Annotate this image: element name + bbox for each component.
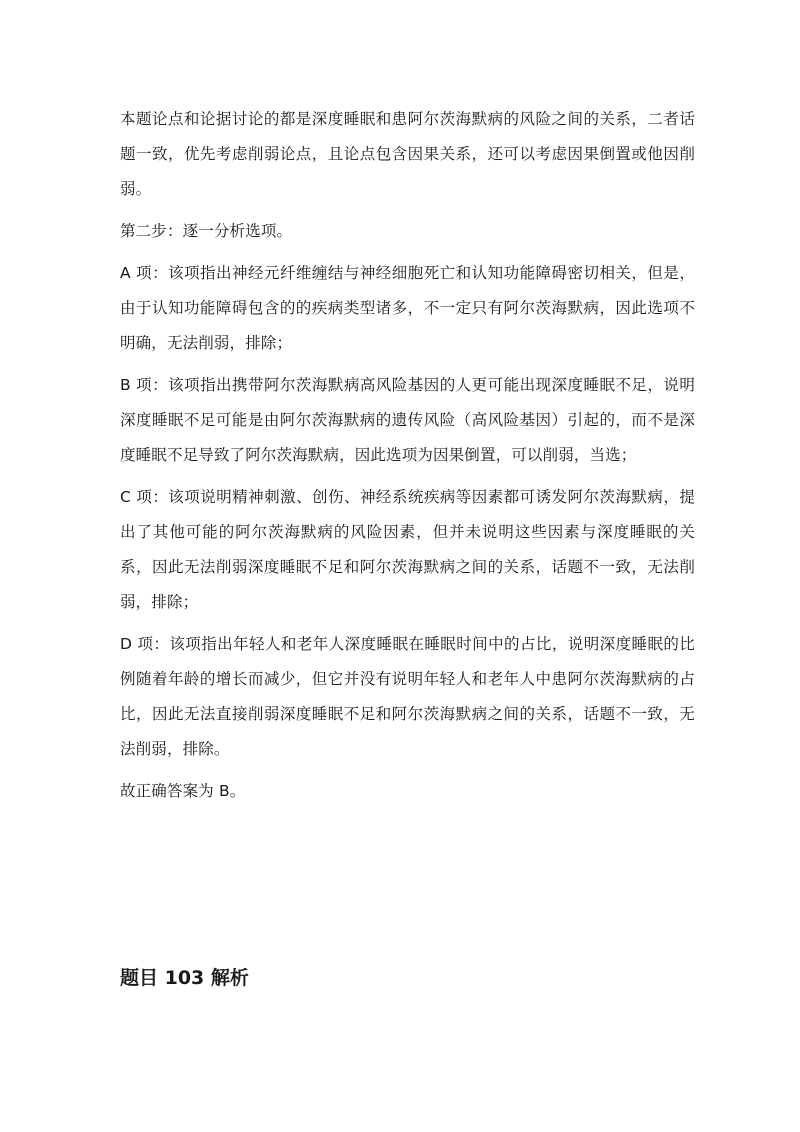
paragraph-answer: 故正确答案为 B。: [120, 782, 246, 800]
paragraph-step-two: 第二步：逐一分析选项。: [120, 222, 293, 240]
paragraph-option-c: C 项：该项说明精神刺激、创伤、神经系统疾病等因素都可诱发阿尔茨海默病，提出了其他可能的阿尔茨海默病的风险因素，但并未说明这些因素与深度睡眠的关系，因此无法削弱深度睡眠不足和阿尔茨海默病之间的关系，话题不一致，无法削弱，排除；: [120, 488, 695, 611]
paragraph-topic-relation: 本题论点和论据讨论的都是深度睡眠和患阿尔茨海默病的风险之间的关系，二者话题一致，优先考虑削弱论点，且论点包含因果关系，还可以考虑因果倒置或他因削弱。: [120, 110, 695, 198]
analysis-body: [120, 102, 695, 816]
section-heading: 题目 103 解析: [120, 967, 249, 989]
paragraph-option-d: D 项：该项指出年轻人和老年人深度睡眠在睡眠时间中的占比，说明深度睡眠的比例随着年龄的增长而减少，但它并没有说明年轻人和老年人中患阿尔茨海默病的占比，因此无法直接削弱深度睡眠不足和阿尔茨海默病之间的关系，话题不一致，无法削弱，排除。: [120, 635, 695, 758]
paragraph-option-a: A 项：该项指出神经元纤维缠结与神经细胞死亡和认知功能障碍密切相关，但是，由于认知功能障碍包含的的疾病类型诸多，不一定只有阿尔茨海默病，因此选项不明确，无法削弱，排除；: [120, 264, 695, 352]
paragraph-option-b: B 项：该项指出携带阿尔茨海默病高风险基因的人更可能出现深度睡眠不足，说明深度睡眠不足可能是由阿尔茨海默病的遗传风险（高风险基因）引起的，而不是深度睡眠不足导致了阿尔茨海默病，因此选项为因果倒置，可以削弱，当选；: [120, 376, 695, 464]
